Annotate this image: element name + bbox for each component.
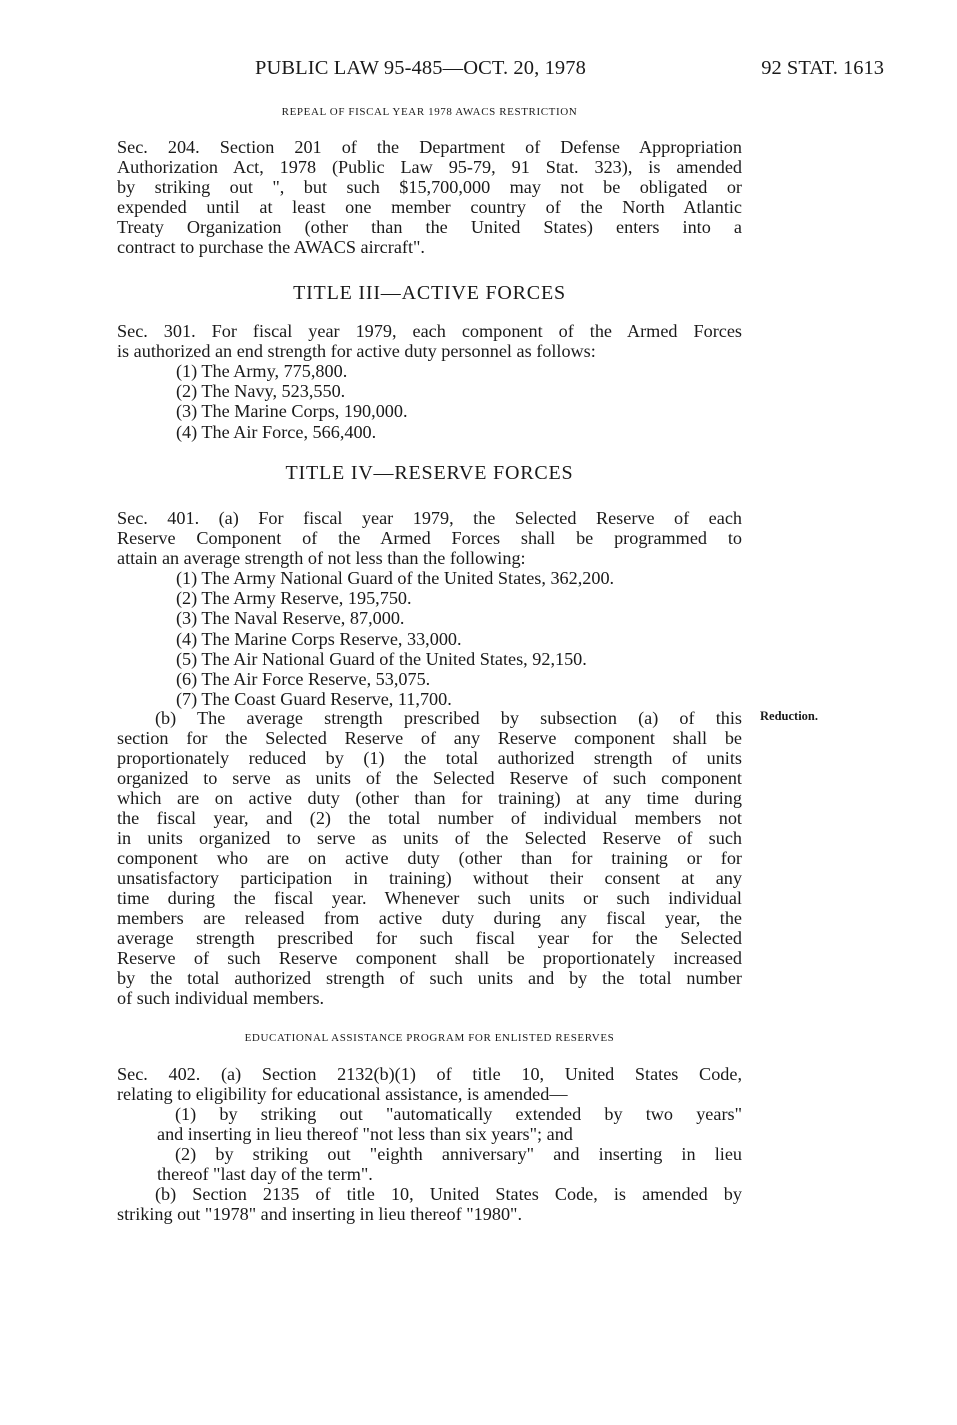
text-line: (b) The average strength prescribed by subsection (a) of this [155,708,742,728]
list-item: (3) The Marine Corps, 190,000. [176,401,408,422]
text-line: relating to eligibility for educational assistance, is amended— [117,1084,568,1104]
text-line: (b) Section 2135 of title 10, United States Code, is amended by [155,1184,742,1204]
margin-note-reduction: Reduction. [760,709,818,723]
text-line: and inserting in lieu thereof "not less than six years"; and [157,1124,573,1144]
list-item: (3) The Naval Reserve, 87,000. [176,608,405,629]
sec401-list [176,568,614,709]
text-line: Sec. 402. (a) Section 2132(b)(1) of title 10, United States Code, [117,1064,742,1084]
text-line: Sec. 301. For fiscal year 1979, each component of the Armed Forces [117,321,742,341]
sec402-subsection-a [117,1064,742,1104]
text-line: striking out "1978" and inserting in lieu thereof "1980". [117,1204,523,1224]
list-item: (1) The Army National Guard of the United States, 362,200. [176,568,615,588]
sec402-subsection-b [117,1184,742,1224]
list-item: (5) The Air National Guard of the United States, 92,150. [176,648,587,669]
text-line: Sec. 204. Section 201 of the Department of Defense Appropriation [117,137,742,157]
sec401-subsection-b [117,708,742,1008]
list-item: (1) The Army, 775,800. [176,361,348,381]
text-line: proportionately reduced by (1) the total authorized strength of units [117,748,742,768]
title-iv-heading: TITLE IV—RESERVE FORCES [285,462,574,484]
text-line: which are on active duty (other than for training) at any time during [117,788,742,808]
text-line: contract to purchase the AWACS aircraft". [117,237,425,257]
text-line: (1) by striking out "automatically extended by two years" [175,1104,742,1124]
sec301-list [176,361,408,442]
text-line: in units organized to serve as units of the Selected Reserve of such [117,828,742,848]
text-line: by the total authorized strength of such units and by the total number [117,968,742,988]
text-line: Treaty Organization (other than the United States) enters into a [117,217,742,237]
page-number: 92 STAT. 1613 [761,57,884,79]
text-line: unsatisfactory participation in training) without their consent at any [117,868,742,888]
text-line: Authorization Act, 1978 (Public Law 95-79, 91 Stat. 323), is amended [117,157,742,177]
text-line: section for the Selected Reserve of any Reserve component shall be [117,728,742,748]
list-item: (2) The Army Reserve, 195,750. [176,588,412,609]
text-line: (2) by striking out "eighth anniversary" and inserting in lieu [175,1144,742,1164]
text-line: Sec. 401. (a) For fiscal year 1979, the Selected Reserve of each [117,508,742,528]
text-line: Reserve Component of the Armed Forces shall be programmed to [117,528,742,548]
text-line: time during the fiscal year. Whenever such units or such individual [117,888,742,908]
text-line: of such individual members. [117,988,325,1008]
list-item: (4) The Marine Corps Reserve, 33,000. [176,628,462,649]
text-line: Reserve of such Reserve component shall be proportionately increased [117,948,742,968]
text-line: the fiscal year, and (2) the total number of individual members not [117,808,742,828]
text-line: by striking out ", but such $15,700,000 may not be obligated or [117,177,742,197]
running-head: PUBLIC LAW 95-485—OCT. 20, 1978 [255,57,586,79]
text-line: average strength prescribed for such fiscal year for the Selected [117,928,742,948]
sec402-item-1 [117,1104,742,1144]
text-line: attain an average strength of not less than the following: [117,548,526,568]
text-line: is authorized an end strength for active duty personnel as follows: [117,341,596,361]
text-line: thereof "last day of the term". [157,1164,373,1184]
sec401-paragraph [117,508,742,568]
list-item: (2) The Navy, 523,550. [176,381,346,402]
sec402-heading: EDUCATIONAL ASSISTANCE PROGRAM FOR ENLISTED RESERVES [244,1032,615,1044]
list-item: (7) The Coast Guard Reserve, 11,700. [176,689,452,710]
list-item: (6) The Air Force Reserve, 53,075. [176,669,431,690]
text-line: component who are on active duty (other than for training or for [117,848,742,868]
sec204-heading: REPEAL OF FISCAL YEAR 1978 AWACS RESTRICTION [281,106,578,118]
sec204-paragraph [117,137,742,257]
list-item: (4) The Air Force, 566,400. [176,421,377,442]
sec301-paragraph [117,321,742,361]
text-line: members are released from active duty during any fiscal year, the [117,908,742,928]
text-line: organized to serve as units of the Selected Reserve of such component [117,768,742,788]
title-iii-heading: TITLE III—ACTIVE FORCES [293,282,566,304]
sec402-item-2 [117,1144,742,1184]
text-line: expended until at least one member country of the North Atlantic [117,197,742,217]
